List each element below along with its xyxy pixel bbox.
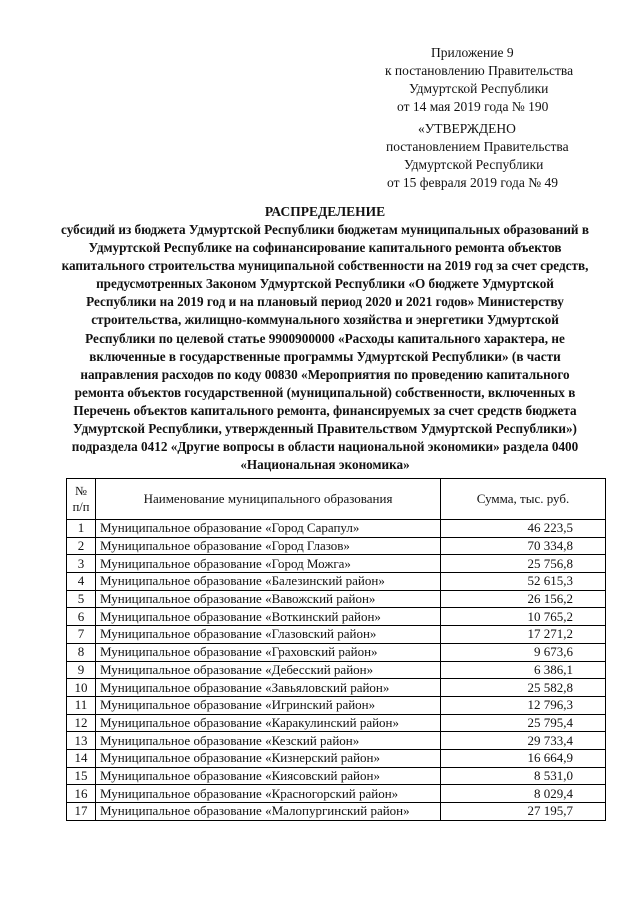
row-name: Муниципальное образование «Воткинский район» bbox=[96, 608, 441, 626]
row-name: Муниципальное образование «Город Сарапул» bbox=[96, 520, 441, 538]
row-name: Муниципальное образование «Красногорский район» bbox=[96, 785, 441, 803]
header-sum: Сумма, тыс. руб. bbox=[441, 479, 606, 520]
row-number: 10 bbox=[67, 679, 96, 697]
row-number: 5 bbox=[67, 590, 96, 608]
table-row bbox=[67, 537, 606, 555]
row-number: 6 bbox=[67, 608, 96, 626]
table-header-row bbox=[67, 479, 606, 520]
row-name: Муниципальное образование «Киясовский район» bbox=[96, 767, 441, 785]
header-number bbox=[67, 479, 96, 520]
table-row bbox=[67, 573, 606, 591]
row-sum: 25 795,4 bbox=[441, 714, 606, 732]
row-name: Муниципальное образование «Глазовский район» bbox=[96, 626, 441, 644]
table-row bbox=[67, 643, 606, 661]
appendix-line: от 14 мая 2019 года № 190 bbox=[397, 99, 549, 114]
row-name: Муниципальное образование «Кизнерский район» bbox=[96, 749, 441, 767]
table-row bbox=[67, 803, 606, 821]
row-name: Муниципальное образование «Балезинский район» bbox=[96, 573, 441, 591]
row-name: Муниципальное образование «Дебесский район» bbox=[96, 661, 441, 679]
row-sum: 27 195,7 bbox=[441, 803, 606, 821]
row-sum: 46 223,5 bbox=[441, 520, 606, 538]
row-name: Муниципальное образование «Кезский район» bbox=[96, 732, 441, 750]
row-sum: 8 531,0 bbox=[441, 767, 606, 785]
approved-line: постановлением Правительства bbox=[386, 139, 569, 154]
table-row bbox=[67, 785, 606, 803]
row-number: 3 bbox=[67, 555, 96, 573]
row-sum: 29 733,4 bbox=[441, 732, 606, 750]
row-number: 4 bbox=[67, 573, 96, 591]
row-sum: 25 582,8 bbox=[441, 679, 606, 697]
row-sum: 26 156,2 bbox=[441, 590, 606, 608]
appendix-line: к постановлению Правительства bbox=[385, 63, 574, 78]
row-number: 8 bbox=[67, 643, 96, 661]
row-sum: 16 664,9 bbox=[441, 749, 606, 767]
table-row bbox=[67, 696, 606, 714]
approved-line: «УТВЕРЖДЕНО bbox=[418, 121, 516, 136]
row-sum: 52 615,3 bbox=[441, 573, 606, 591]
row-name: Муниципальное образование «Малопургинский район» bbox=[96, 803, 441, 821]
row-sum: 25 756,8 bbox=[441, 555, 606, 573]
table-row bbox=[67, 520, 606, 538]
row-number: 15 bbox=[67, 767, 96, 785]
row-number: 14 bbox=[67, 749, 96, 767]
row-number: 9 bbox=[67, 661, 96, 679]
header-number-line2: п/п bbox=[72, 500, 90, 514]
document-heading: РАСПРЕДЕЛЕНИЕ bbox=[264, 204, 386, 219]
row-number: 7 bbox=[67, 626, 96, 644]
row-name: Муниципальное образование «Игринский район» bbox=[96, 696, 441, 714]
row-sum: 6 386,1 bbox=[441, 661, 606, 679]
row-name: Муниципальное образование «Город Глазов» bbox=[96, 537, 441, 555]
appendix-line: Удмуртской Республики bbox=[409, 81, 549, 96]
row-number: 12 bbox=[67, 714, 96, 732]
row-number: 11 bbox=[67, 696, 96, 714]
row-number: 17 bbox=[67, 803, 96, 821]
row-name: Муниципальное образование «Вавожский район» bbox=[96, 590, 441, 608]
row-number: 16 bbox=[67, 785, 96, 803]
row-name: Муниципальное образование «Граховский район» bbox=[96, 643, 441, 661]
approved-line: от 15 февраля 2019 года № 49 bbox=[387, 175, 558, 190]
row-sum: 9 673,6 bbox=[441, 643, 606, 661]
table-row bbox=[67, 732, 606, 750]
appendix-line: Приложение 9 bbox=[431, 45, 514, 60]
row-sum: 70 334,8 bbox=[441, 537, 606, 555]
header-name: Наименование муниципального образования bbox=[96, 479, 441, 520]
table-row bbox=[67, 608, 606, 626]
distribution-table bbox=[66, 478, 606, 821]
row-name: Муниципальное образование «Каракулинский район» bbox=[96, 714, 441, 732]
table-row bbox=[67, 714, 606, 732]
table-row bbox=[67, 767, 606, 785]
row-sum: 12 796,3 bbox=[441, 696, 606, 714]
row-number: 13 bbox=[67, 732, 96, 750]
table-row bbox=[67, 626, 606, 644]
approved-line: Удмуртской Республики bbox=[404, 157, 544, 172]
table-row bbox=[67, 679, 606, 697]
table-row bbox=[67, 590, 606, 608]
table-row bbox=[67, 749, 606, 767]
row-number: 1 bbox=[67, 520, 96, 538]
document-subheading: субсидий из бюджета Удмуртской Республики бюджетам муниципальных образований в Удмуртской Республике на софинансирование капитального ремонта объектов капитального строительства муниципальной собственности на 2019 год за счет средств, предусмотренных Законом Удмуртской Республики «О бюджете Удмуртской Республики на 2019 год и на плановый период 2020 и 2021 годов» Министерству строительства, жилищно-коммунального хозяйства и энергетики Удмуртской Республики по целевой статье 9900900000 «Расходы капитального характера, не включенные в государственные программы Удмуртской Республики» (в части направления расходов по коду 00830 «Мероприятия по проведению капитального ремонта объектов государственной (муниципальной) собственности, включенных в Перечень объектов капитального ремонта, финансируемых за счет средств бюджета Удмуртской Республики, утвержденный Правительством Удмуртской Республики») подраздела 0412 «Другие вопросы в области национальной экономики» раздела 0400 «Национальная экономика» bbox=[61, 222, 589, 473]
header-number-line1: № bbox=[75, 484, 87, 498]
row-name: Муниципальное образование «Завьяловский район» bbox=[96, 679, 441, 697]
row-name: Муниципальное образование «Город Можга» bbox=[96, 555, 441, 573]
row-sum: 10 765,2 bbox=[441, 608, 606, 626]
row-number: 2 bbox=[67, 537, 96, 555]
row-sum: 17 271,2 bbox=[441, 626, 606, 644]
table-row bbox=[67, 555, 606, 573]
row-sum: 8 029,4 bbox=[441, 785, 606, 803]
table-row bbox=[67, 661, 606, 679]
